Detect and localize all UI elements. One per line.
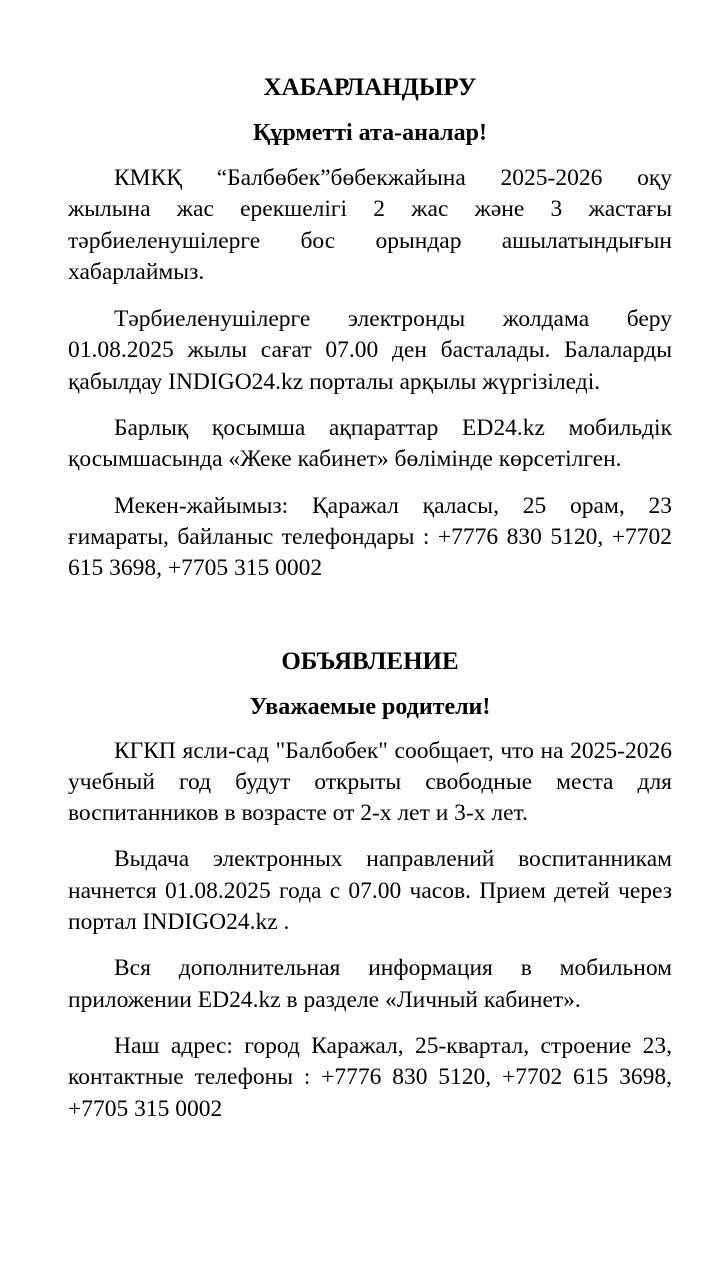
russian-paragraph-vacancies: КГКП ясли-сад "Балбобек" сообщает, что на 2025-2026 учебный год будут открыты свободные места для воспитанников в возрасте от 2-х лет и 3-х лет. [68,737,672,827]
kazakh-paragraph-info: Барлық қосымша ақпараттар ED24.kz мобильдік қосымшасында «Жеке кабинет» бөлімінде көрсетілген. [68,415,672,473]
russian-paragraph-referral: Выдача электронных направлений воспитанникам начнется 01.08.2025 года с 07.00 часов. Прием детей через портал INDIGO24.kz . [68,846,672,936]
kazakh-greeting: Құрметті ата-аналар! [253,120,487,146]
russian-section [68,647,672,1125]
kazakh-paragraph-referral: Тәрбиеленушілерге электронды жолдама беру 01.08.2025 жылы сағат 07.00 ден басталады. Балаларды қабылдау INDIGO24.kz порталы арқылы жүргізіледі. [68,306,672,395]
kazakh-section [68,73,672,585]
kazakh-title: ХАБАРЛАНДЫРУ [263,74,477,101]
russian-greeting: Уважаемые родители! [249,693,491,720]
kazakh-paragraph-address: Мекен-жайымыз: Қаражал қаласы, 25 орам, 23 ғимараты, байланыс телефондары : +7776 830 5120, +7702 615 3698, +7705 315 0002 [68,492,672,582]
announcement-document [68,0,672,1125]
russian-paragraph-address: Наш адрес: город Каражал, 25-квартал, строение 23, контактные телефоны : +7776 830 5120, +7702 615 3698, +7705 315 0002 [68,1032,672,1122]
russian-title: ОБЪЯВЛЕНИЕ [281,647,459,675]
russian-paragraph-info: Вся дополнительная информация в мобильном приложении ED24.kz в разделе «Личный кабинет». [68,955,672,1013]
kazakh-paragraph-vacancies: КМКҚ “Балбөбек”бөбекжайына 2025-2026 оқу жылына жас ерекшелігі 2 жас және 3 жастағы тәрбиеленушілерге бос орындар ашылатындығын хабарлаймыз. [68,165,672,285]
